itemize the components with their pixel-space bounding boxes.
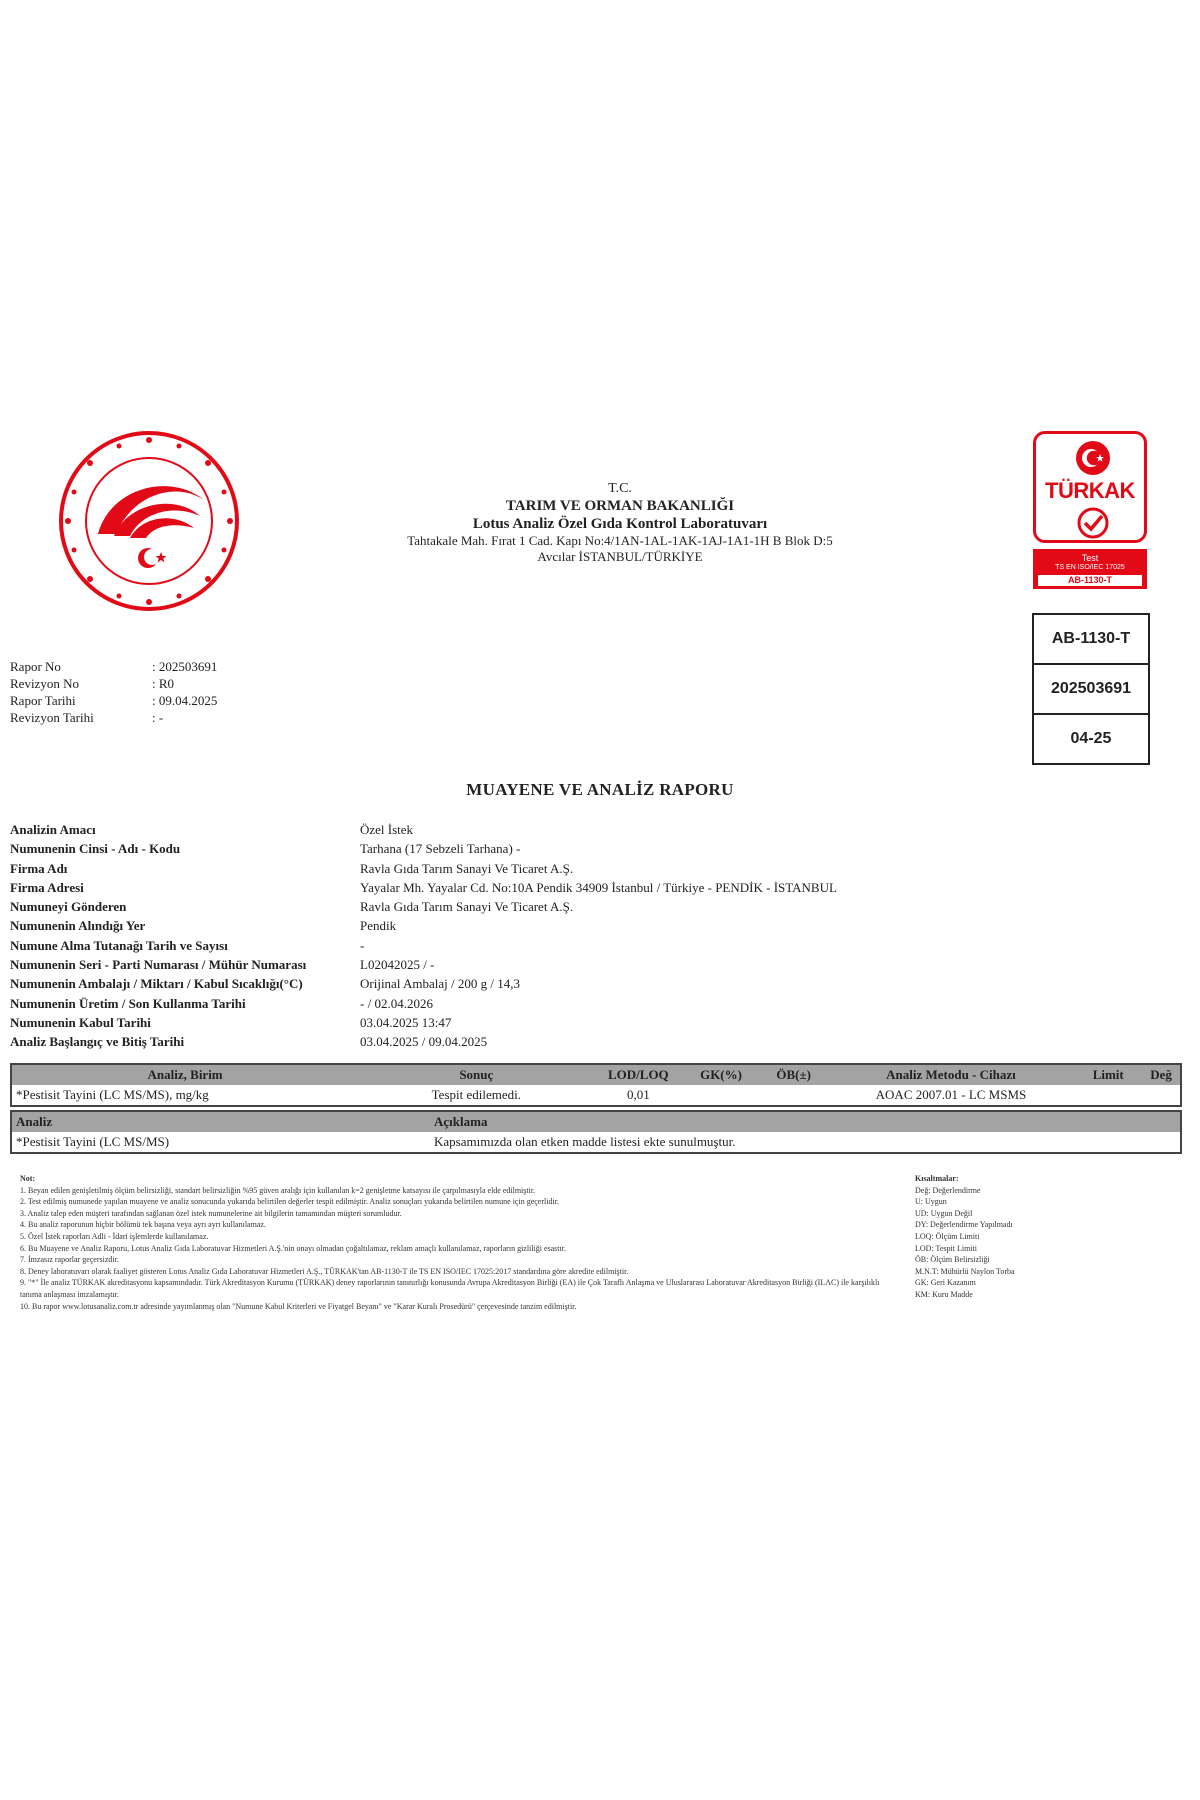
info-label: Numunenin Seri - Parti Numarası / Mühür Numarası [10, 957, 307, 973]
meta-row [10, 675, 302, 692]
abbreviation-item: DY: Değerlendirme Yapılmadı [915, 1220, 1013, 1230]
results-header-row [11, 1064, 1181, 1085]
info-value: - [360, 937, 365, 953]
abbreviations-section [915, 1173, 1115, 1301]
info-value: - / 02.04.2026 [360, 995, 433, 1011]
note-item: 1. Beyan edilen genişletilmiş ölçüm belirsizliği, standart belirsizliğin %95 güven aralığı için kullanılan k=2 genişletme katsayısı ile çarpılmasıyla elde edilmiştir. [20, 1185, 536, 1195]
col-recovery: GK(%) [682, 1064, 760, 1085]
cell-recovery [682, 1085, 760, 1106]
report-header [330, 480, 910, 565]
cell-uncertainty [760, 1085, 828, 1106]
cell-lod-loq: 0,01 [626, 1087, 650, 1102]
note-item: 9. "*" İle analiz TÜRKAK akreditasyonu kapsamındadır. Türk Akreditasyon Kurumu (TÜRKAK) deney raporlarının tanınırlığı konusunda Avrupa Akreditasyon Birliği (EA) ile Çok Taraflı Anlaşma ve Uluslararası Laboratuvar Akreditasyon Birliği (ILAC) ile karşılıklı tanıma anlaşması imzalamıştır. [20, 1278, 880, 1299]
ministry-name: TARIM VE ORMAN BAKANLIĞI [505, 498, 735, 514]
info-row [10, 839, 1010, 858]
abbreviations-title: Kısaltmalar: [915, 1174, 959, 1183]
sample-info [10, 820, 1010, 1052]
info-label: Firma Adresi [10, 879, 84, 895]
meta-value: : 202503691 [152, 659, 218, 674]
note-item: 7. İmzasız raporlar geçersizdir. [20, 1255, 119, 1265]
abbreviation-item: LOD: Tespit Limiti [915, 1243, 977, 1253]
info-row [10, 897, 1010, 916]
info-row [10, 994, 1010, 1013]
abbreviation-item: ÖB: Ölçüm Belirsizliği [915, 1255, 990, 1265]
info-label: Numunenin Kabul Tarihi [10, 1014, 151, 1030]
meta-row [10, 658, 302, 675]
country-label: T.C. [608, 481, 632, 496]
info-row [10, 916, 1010, 935]
info-row [10, 820, 1010, 839]
note-item: 10. Bu rapor www.lotusanaliz.com.tr adresinde yayımlanmış olan "Numune Kabul Kriterleri ve Fiyatgel Beyanı" ve "Karar Kuralı Prosedürü" çerçevesinde tanzim edilmiştir. [20, 1301, 577, 1311]
accreditation-band [1033, 549, 1147, 589]
crescent-star-icon [1075, 440, 1111, 476]
info-row [10, 1013, 1010, 1032]
meta-label: Rapor Tarihi [10, 693, 76, 708]
info-label: Numunenin Ambalajı / Miktarı / Kabul Sıcaklığı(°C) [10, 976, 303, 992]
meta-value: : - [152, 710, 164, 725]
info-row [10, 878, 1010, 897]
info-value: Tarhana (17 Sebzeli Tarhana) - [360, 841, 521, 857]
note-item: 6. Bu Muayene ve Analiz Raporu, Lotus Analiz Gıda Laboratuvar Hizmetleri A.Ş.'nin onayı olmadan çoğaltılamaz, reklam amaçlı kullanılamaz, raporların gizliliği esastır. [20, 1243, 566, 1253]
abbreviation-item: Değ: Değerlendirme [915, 1185, 981, 1195]
info-row [10, 955, 1010, 974]
turkak-logo-text: TÜRKAK [1045, 478, 1135, 503]
info-label: Numuneyi Gönderen [10, 899, 127, 915]
col-evaluation: Değ [1142, 1064, 1181, 1085]
id-box-date-code: 04-25 [1034, 713, 1148, 763]
col-method-device: Analiz Metodu - Cihazı [828, 1064, 1075, 1085]
turkak-logo [1033, 431, 1147, 543]
info-value: Ravla Gıda Tarım Sanayi Ve Ticaret A.Ş. [360, 860, 574, 876]
info-value: Orijinal Ambalaj / 200 g / 14,3 [360, 976, 520, 992]
table-row [11, 1132, 1181, 1153]
report-id-box [1032, 613, 1150, 765]
abbreviation-item: M.N.T: Mühürlü Naylon Torba [915, 1266, 1015, 1276]
ministry-seal [58, 430, 240, 612]
info-label: Numunenin Üretim / Son Kullanma Tarihi [10, 995, 246, 1011]
accreditation-standard: TS EN ISO/IEC 17025 [1055, 564, 1125, 571]
results-table [10, 1063, 1182, 1107]
col-explanation: Açıklama [430, 1111, 1181, 1132]
info-value: L02042025 / - [360, 957, 435, 973]
info-value: Ravla Gıda Tarım Sanayi Ve Ticaret A.Ş. [360, 899, 574, 915]
note-item: 5. Özel İstek raporları Adli - İdari işlemlerde kullanılamaz. [20, 1231, 209, 1241]
cell-result: Tespit edilemedi. [431, 1087, 521, 1102]
col-uncertainty: ÖB(±) [760, 1064, 828, 1085]
report-title: MUAYENE VE ANALİZ RAPORU [466, 780, 734, 799]
note-item: 4. Bu analiz raporunun hiçbir bölümü tek başına veya ayrı ayrı kullanılamaz. [20, 1220, 266, 1230]
cell-limit [1074, 1085, 1142, 1106]
laboratory-address-line1: Tahtakale Mah. Fırat 1 Cad. Kapı No:4/1AN-1AL-1AK-1AJ-1A1-1H B Blok D:5 [407, 533, 833, 548]
info-label: Firma Adı [10, 860, 68, 876]
id-box-accreditation-code: AB-1130-T [1051, 630, 1131, 647]
cell-evaluation [1142, 1085, 1181, 1106]
abbreviation-item: UD: Uygun Değil [915, 1208, 973, 1218]
note-item: 2. Test edilmiş numunede yapılan muayene ve analiz sonucunda yukarıda belirtilen değerler tespit edilmiştir. Analiz sonuçları yukarıda belirtilen numune için geçerlidir. [20, 1197, 559, 1207]
info-row [10, 936, 1010, 955]
notes-section [20, 1173, 900, 1312]
info-value: Pendik [360, 918, 397, 934]
cell-analysis: *Pestisit Tayini (LC MS/MS), mg/kg [16, 1087, 209, 1102]
accreditation-code: AB-1130-T [1038, 575, 1142, 586]
info-label: Analiz Başlangıç ve Bitiş Tarihi [10, 1034, 185, 1050]
info-value: Özel İstek [360, 822, 414, 837]
report-meta [10, 658, 302, 726]
explanation-header-row [11, 1111, 1181, 1132]
col-limit: Limit [1074, 1064, 1142, 1085]
explanation-table [10, 1110, 1182, 1154]
info-label: Numunenin Cinsi - Adı - Kodu [10, 841, 181, 857]
cell-method: AOAC 2007.01 - LC MSMS [875, 1087, 1027, 1102]
col-lod-loq: LOD/LOQ [594, 1064, 682, 1085]
info-label: Numune Alma Tutanağı Tarih ve Sayısı [10, 937, 228, 953]
col-analysis: Analiz [11, 1111, 430, 1132]
note-item: 3. Analiz talep eden müşteri tarafından sağlanan özel istek numunelerine ait bilgilerin tamamından müşteri sorumludur. [20, 1208, 402, 1218]
abbreviation-item: LOQ: Ölçüm Limiti [915, 1231, 980, 1241]
abbreviation-item: GK: Geri Kazanım [915, 1278, 976, 1288]
meta-label: Revizyon No [10, 676, 79, 691]
info-value: Yayalar Mh. Yayalar Cd. No:10A Pendik 34909 İstanbul / Türkiye - PENDİK - İSTANBUL [360, 879, 837, 895]
meta-value: : 09.04.2025 [152, 693, 218, 708]
info-row [10, 859, 1010, 878]
checkmark-icon [1076, 506, 1110, 540]
col-analysis-unit: Analiz, Birim [11, 1064, 358, 1085]
note-item: 8. Deney laboratuvarı olarak faaliyet gösteren Lotus Analiz Gıda Laboratuvar Hizmetleri A.Ş., TÜRKAK'tan AB-1130-T ile TS EN ISO/IEC 17025:2017 standardına göre akredite edilmiştir. [20, 1266, 629, 1276]
laboratory-name: Lotus Analiz Özel Gıda Kontrol Laboratuvarı [472, 516, 768, 532]
meta-label: Rapor No [10, 659, 61, 674]
info-label: Analizin Amacı [10, 822, 96, 837]
info-row [10, 974, 1010, 993]
cell-analysis: *Pestisit Tayini (LC MS/MS) [16, 1134, 170, 1149]
abbreviation-item: U: Uygun [915, 1197, 947, 1207]
meta-label: Revizyon Tarihi [10, 710, 94, 725]
info-label: Numunenin Alındığı Yer [10, 918, 146, 934]
info-row [10, 1032, 1010, 1051]
meta-value: : R0 [152, 676, 175, 691]
notes-title: Not: [20, 1174, 36, 1183]
info-value: 03.04.2025 13:47 [360, 1014, 452, 1030]
table-row [11, 1085, 1181, 1106]
meta-row [10, 709, 302, 726]
id-box-report-number: 202503691 [1034, 663, 1148, 713]
turkak-accreditation-mark [1033, 431, 1153, 601]
meta-row [10, 692, 302, 709]
cell-explanation: Kapsamımızda olan etken madde listesi ekte sunulmuştur. [434, 1134, 736, 1149]
accreditation-test-label: Test [1081, 553, 1099, 563]
abbreviation-item: KM: Kuru Madde [915, 1289, 973, 1299]
col-result: Sonuç [358, 1064, 594, 1085]
info-value: 03.04.2025 / 09.04.2025 [360, 1034, 488, 1050]
laboratory-address-line2: Avcılar İSTANBUL/TÜRKİYE [537, 549, 703, 564]
